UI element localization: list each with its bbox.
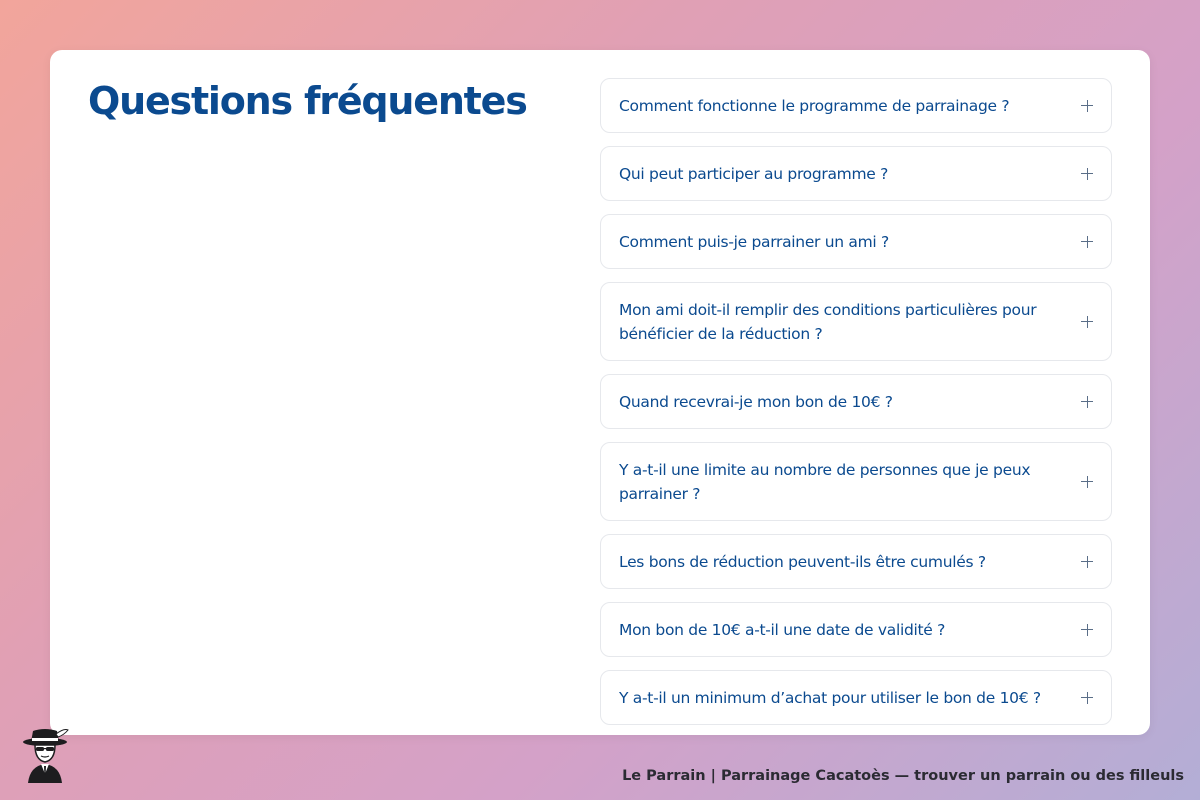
faq-question: Les bons de réduction peuvent-ils être cumulés ? <box>619 552 986 571</box>
plus-icon[interactable] <box>1081 556 1093 568</box>
faq-item[interactable] <box>600 670 1112 725</box>
faq-question: Y a-t-il une limite au nombre de personnes que je peux parrainer ? <box>619 460 1031 503</box>
faq-question: Mon ami doit-il remplir des conditions particulières pour bénéficier de la réduction ? <box>619 300 1037 343</box>
faq-card <box>50 50 1150 735</box>
faq-question: Quand recevrai-je mon bon de 10€ ? <box>619 392 893 411</box>
faq-item[interactable] <box>600 146 1112 201</box>
faq-item[interactable] <box>600 214 1112 269</box>
faq-question: Y a-t-il un minimum d’achat pour utiliser le bon de 10€ ? <box>619 688 1041 707</box>
faq-item[interactable] <box>600 374 1112 429</box>
faq-question: Qui peut participer au programme ? <box>619 164 889 183</box>
faq-item[interactable] <box>600 534 1112 589</box>
faq-title: Questions fréquentes <box>88 79 527 123</box>
plus-icon[interactable] <box>1081 316 1093 328</box>
faq-item[interactable] <box>600 602 1112 657</box>
plus-icon[interactable] <box>1081 236 1093 248</box>
plus-icon[interactable] <box>1081 692 1093 704</box>
faq-item[interactable] <box>600 442 1112 521</box>
faq-question: Comment puis-je parrainer un ami ? <box>619 232 889 251</box>
faq-item[interactable] <box>600 282 1112 361</box>
mafia-character-logo-icon <box>18 726 72 784</box>
footer-caption: Le Parrain | Parrainage Cacatoès — trouver un parrain ou des filleuls <box>622 768 1184 784</box>
faq-item[interactable] <box>600 78 1112 133</box>
faq-question: Comment fonctionne le programme de parrainage ? <box>619 96 1010 115</box>
plus-icon[interactable] <box>1081 624 1093 636</box>
plus-icon[interactable] <box>1081 100 1093 112</box>
plus-icon[interactable] <box>1081 168 1093 180</box>
plus-icon[interactable] <box>1081 476 1093 488</box>
plus-icon[interactable] <box>1081 396 1093 408</box>
faq-question: Mon bon de 10€ a-t-il une date de validité ? <box>619 620 946 639</box>
faq-accordion <box>600 78 1112 735</box>
